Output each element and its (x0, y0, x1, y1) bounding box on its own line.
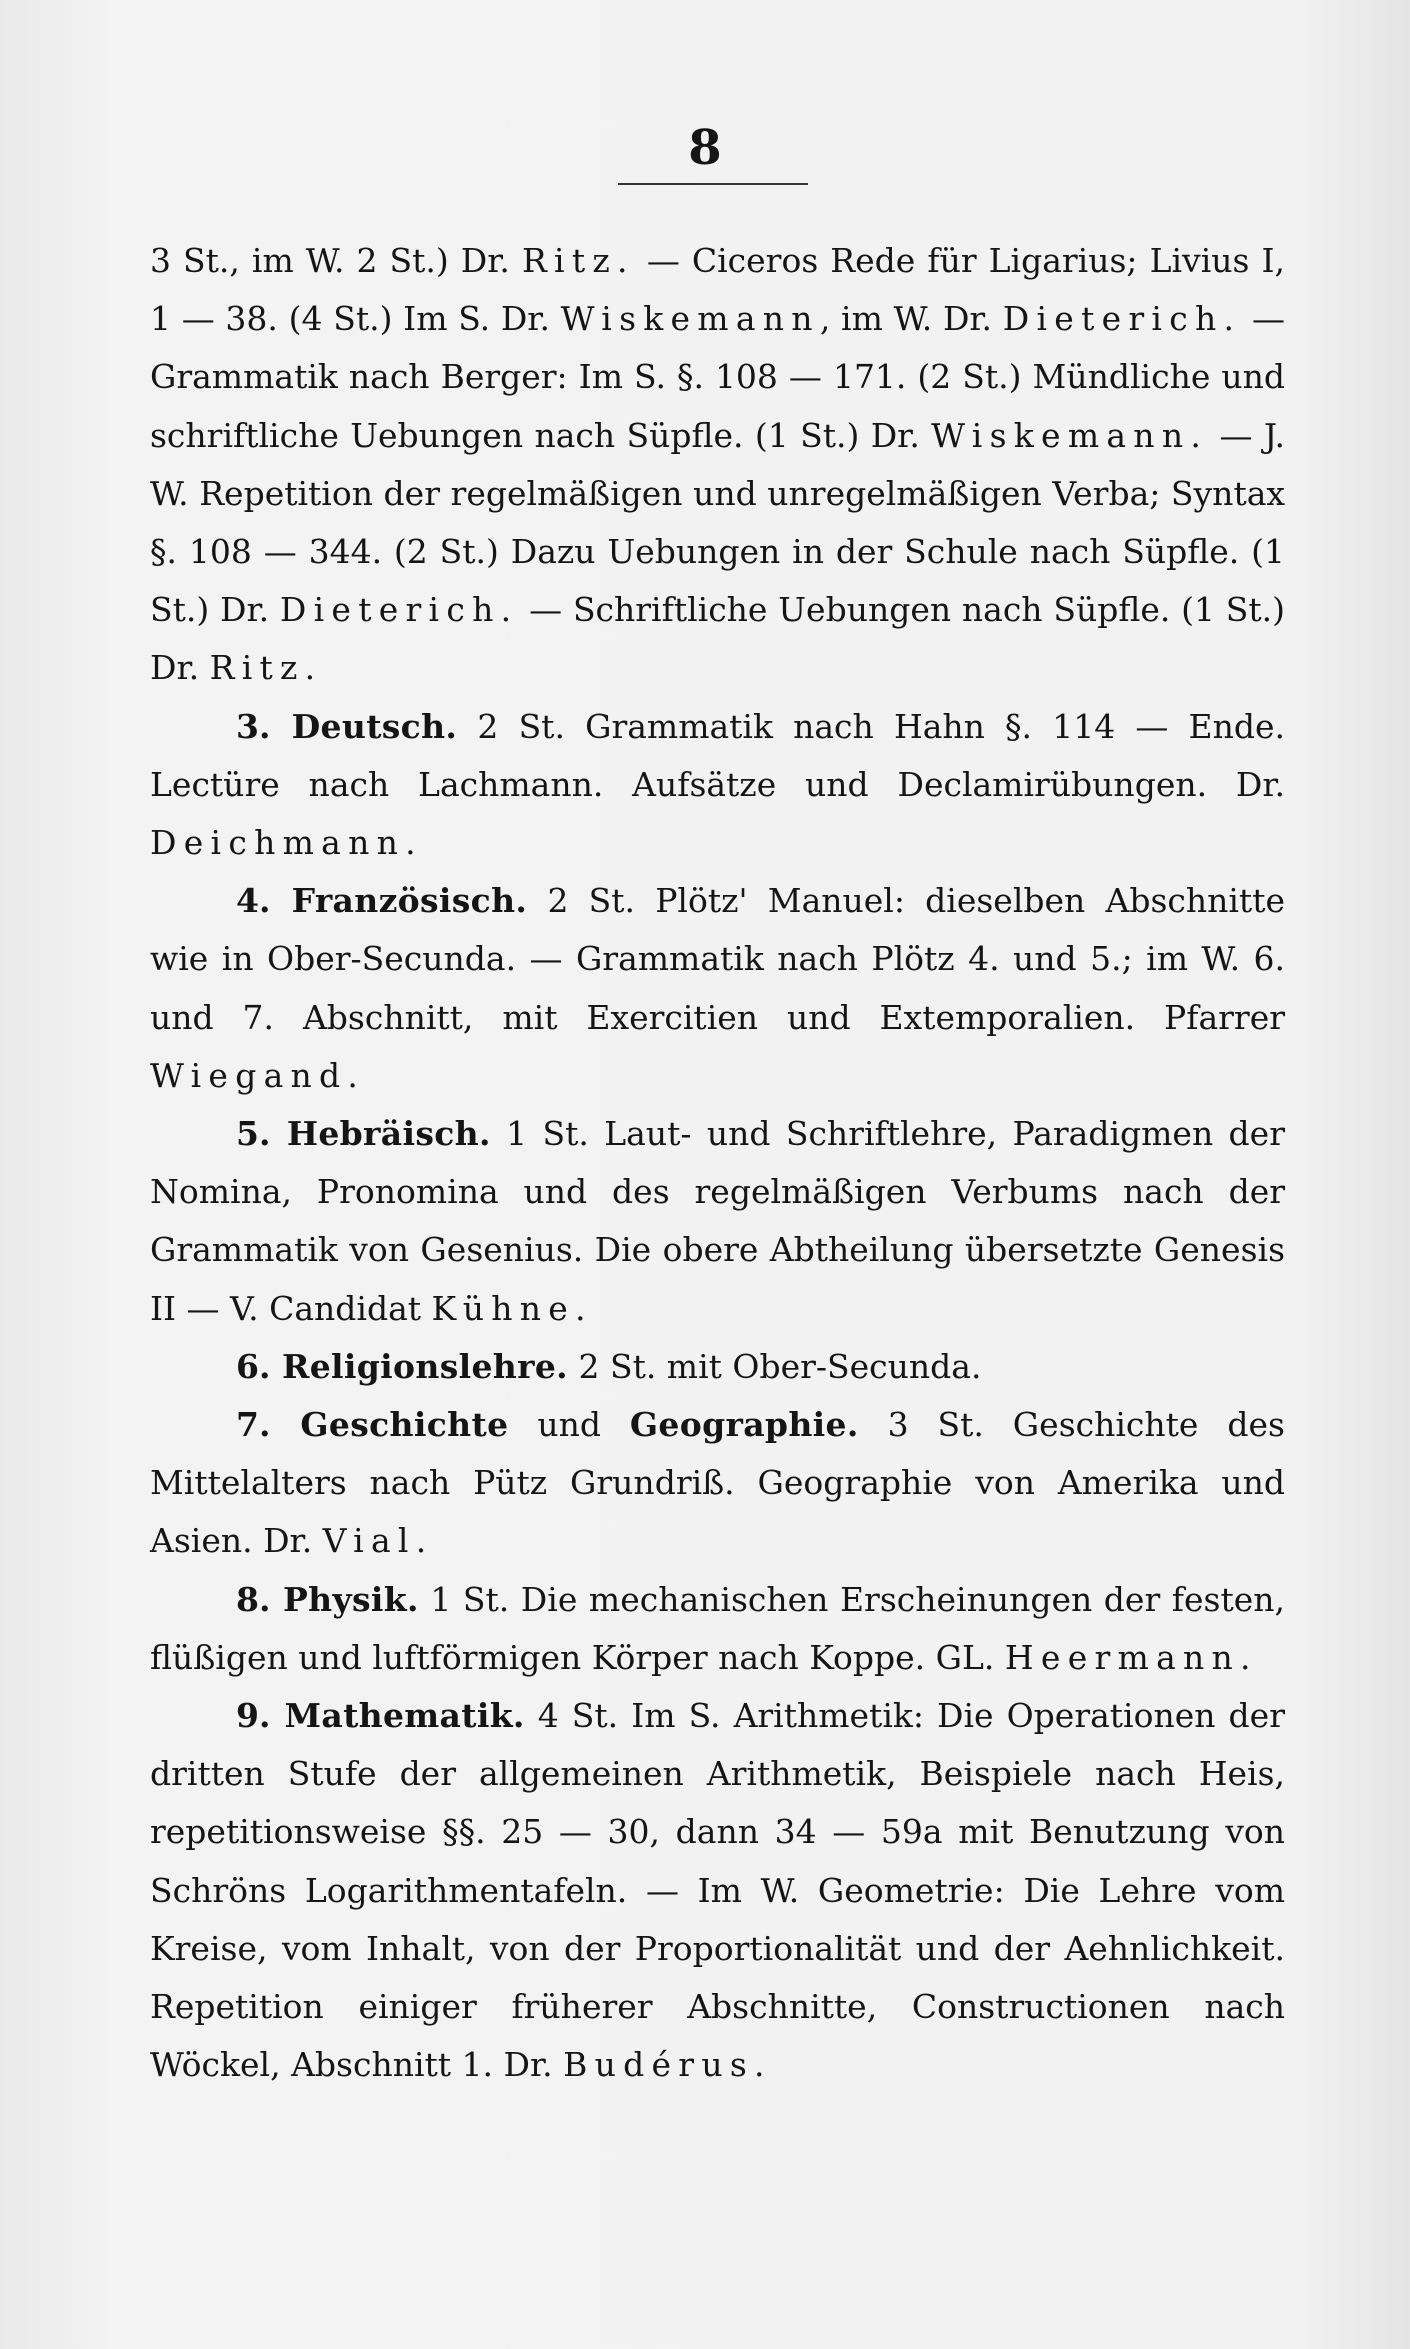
teacher-name: Wiskemann. (931, 415, 1209, 455)
text-run: 3 St., im W. 2 St.) Dr. (150, 241, 522, 280)
paragraph-physik (150, 1571, 1285, 1687)
item-number: 7. (236, 1405, 301, 1445)
teacher-name: Wiegand. (150, 1055, 366, 1095)
paragraph-franzoesisch (150, 872, 1285, 1105)
paragraph-geschichte (150, 1396, 1285, 1571)
paragraph-latin-continuation (150, 232, 1285, 698)
text-body (150, 232, 1285, 2095)
subject-heading: Hebräisch. (286, 1114, 491, 1154)
text-run: — Schriftliche Uebungen nach Süpfle. (1 St.) Dr. (150, 590, 1286, 688)
page-number: 8 (688, 120, 722, 176)
text-run: 2 St. mit Ober-Secunda. (567, 1346, 982, 1386)
text-run: 2 St. Plötz' Manuel: dieselben Abschnitte wie in Ober-Secunda. — Grammatik nach Plötz 4. und 5.; im W. 6. und 7. Abschnitt, mit Exercitien und Extemporalien. Pfarrer (150, 881, 1285, 1037)
teacher-name: Vial. (322, 1521, 434, 1561)
teacher-name: Heermann. (1004, 1637, 1258, 1677)
paragraph-mathematik (150, 1687, 1285, 2094)
subject-heading: Deutsch. (291, 706, 458, 746)
item-number: 9. (236, 1696, 285, 1736)
item-number: 6. (236, 1346, 282, 1386)
text-run: 2 St. Grammatik nach Hahn §. 114 — Ende. Lectüre nach Lachmann. Aufsätze und Declamirübungen. Dr. (150, 706, 1285, 804)
paragraph-religionslehre (150, 1338, 1285, 1396)
subject-heading: Geschichte (300, 1405, 509, 1445)
text-run: 4 St. Im S. Arithmetik: Die Operationen der dritten Stufe der allgemeinen Arithmetik, Beispiele nach Heis, repetitionsweise §§. 25 — 30, dann 34 — 59a mit Benutzung von Schröns Logarithmentafeln. — Im W. Geometrie: Die Lehre vom Kreise, vom Inhalt, von der Proportionalität und der Aehnlichkeit. Repetition einiger früherer Abschnitte, Constructionen nach Wöckel, Abschnitt 1. Dr. (150, 1696, 1285, 2085)
subject-heading: Religionslehre. (281, 1346, 568, 1386)
item-number: 3. (236, 706, 292, 746)
text-run: 3 St. Geschichte des Mittelalters nach Pütz Grundriß. Geographie von Amerika und Asien. Dr. (150, 1405, 1285, 1561)
subject-heading: Physik. (283, 1579, 419, 1619)
page-number-rule (618, 183, 808, 185)
subject-heading: Mathematik. (284, 1696, 525, 1736)
teacher-name: Deichmann. (150, 823, 423, 863)
teacher-name: Dieterich. (1002, 299, 1242, 339)
paragraph-deutsch (150, 698, 1285, 873)
item-number: 8. (236, 1579, 284, 1619)
text-run: und (508, 1405, 630, 1445)
text-run: — Ciceros Rede für Ligarius; Livius I, 1 — 38. (4 St.) Im S. Dr. (150, 241, 1285, 339)
item-number: 4. (236, 881, 292, 921)
subject-heading: Französisch. (291, 881, 528, 921)
text-run: — J. W. Repetition der regelmäßigen und unregelmäßigen Verba; Syntax §. 108 — 344. (2 St.) Dazu Uebungen in der Schule nach Süpfle. (1 St.) Dr. (150, 415, 1285, 630)
teacher-name: Kühne. (431, 1288, 593, 1328)
item-number: 5. (236, 1114, 287, 1154)
subject-heading: Geographie. (629, 1405, 859, 1445)
teacher-name: Ritz. (209, 648, 323, 688)
text-run: 1 St. Laut- und Schriftlehre, Paradigmen der Nomina, Pronomina und des regelmäßigen Verbums nach der Grammatik von Gesenius. Die obere Abtheilung übersetzte Genesis II — V. Candidat (150, 1114, 1285, 1328)
text-run: — Grammatik nach Berger: Im S. §. 108 — 171. (2 St.) Mündliche und schriftliche Uebungen nach Süpfle. (1 St.) Dr. (150, 299, 1285, 455)
teacher-name: Wiskemann (560, 299, 820, 339)
teacher-name: Budérus. (563, 2045, 772, 2085)
teacher-name: Dieterich. (279, 590, 519, 630)
teacher-name: Ritz. (521, 241, 635, 280)
text-run: , im W. Dr. (819, 299, 1003, 339)
paragraph-hebraeisch (150, 1105, 1285, 1338)
text-run: 1 St. Die mechanischen Erscheinungen der festen, flüßigen und luftförmigen Körper nach Koppe. GL. (150, 1579, 1285, 1677)
